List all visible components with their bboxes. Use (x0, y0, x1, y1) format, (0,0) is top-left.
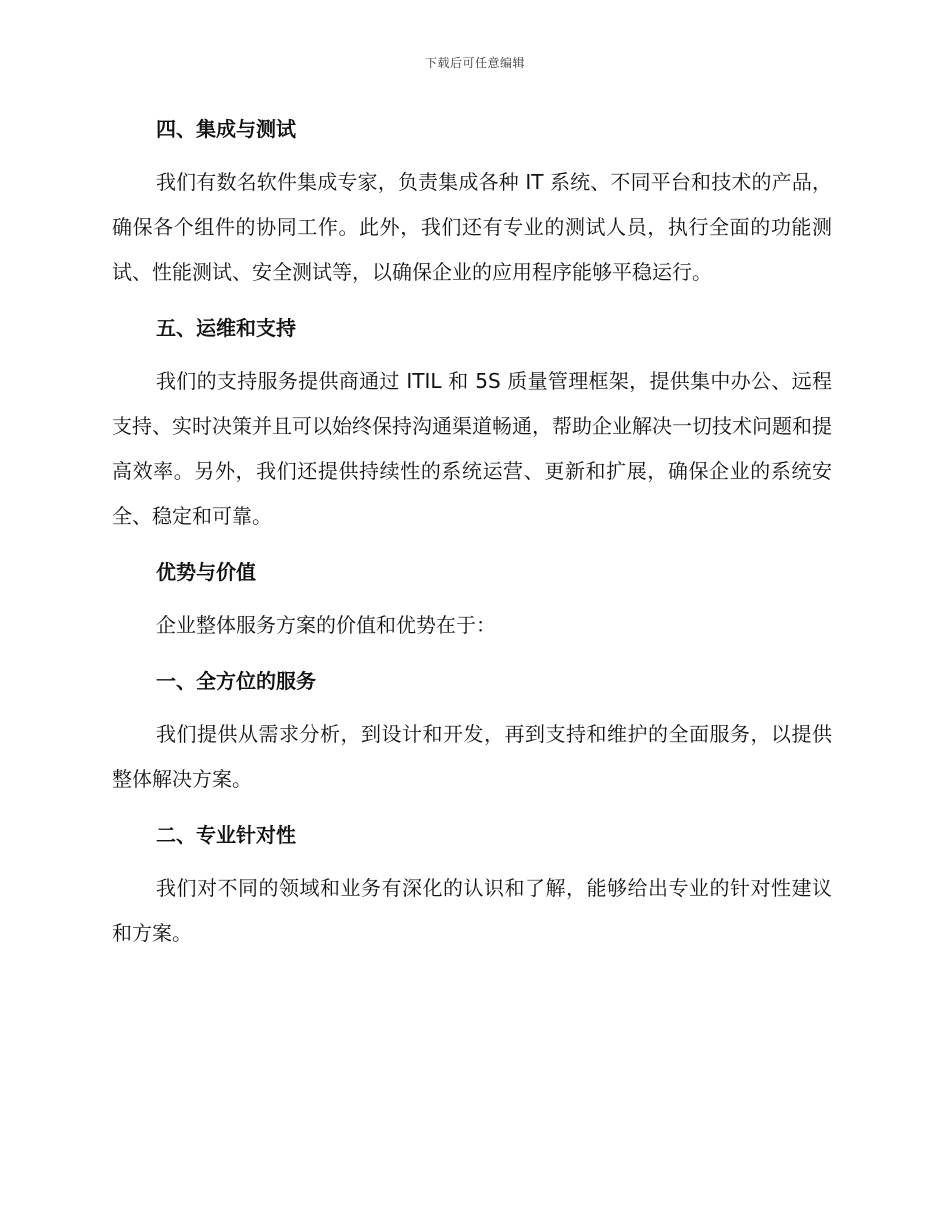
section-heading-advantages-value: 优势与价值 (156, 560, 256, 584)
section-heading-professional-targeting: 二、专业针对性 (156, 823, 296, 847)
paragraph-operations-support: 我们的支持服务提供商通过 ITIL 和 5S 质量管理框架，提供集中办公、远程支持、实时决策并且可以始终保持沟通渠道畅通，帮助企业解决一切技术问题和提高效率。另外，我们还提供持续性的系统运营、更新和扩展，确保企业的系统安全、稳定和可靠。 (112, 369, 832, 528)
document-body (112, 112, 832, 956)
header-note: 下载后可任意编辑 (424, 56, 525, 70)
paragraph-professional-targeting: 我们对不同的领域和业务有深化的认识和了解，能够给出专业的针对性建议和方案。 (112, 876, 832, 945)
section-heading-full-service: 一、全方位的服务 (156, 669, 316, 693)
section-heading-operations-support: 五、运维和支持 (156, 316, 296, 340)
paragraph-integration-testing: 我们有数名软件集成专家，负责集成各种 IT 系统、不同平台和技术的产品，确保各个组件的协同工作。此外，我们还有专业的测试人员，执行全面的功能测试、性能测试、安全测试等，以确保企业的应用程序能够平稳运行。 (112, 170, 832, 284)
paragraph-advantages-intro: 企业整体服务方案的价值和优势在于： (156, 613, 496, 637)
section-heading-integration-testing: 四、集成与测试 (156, 117, 296, 141)
paragraph-full-service: 我们提供从需求分析，到设计和开发，再到支持和维护的全面服务，以提供整体解决方案。 (112, 722, 832, 791)
